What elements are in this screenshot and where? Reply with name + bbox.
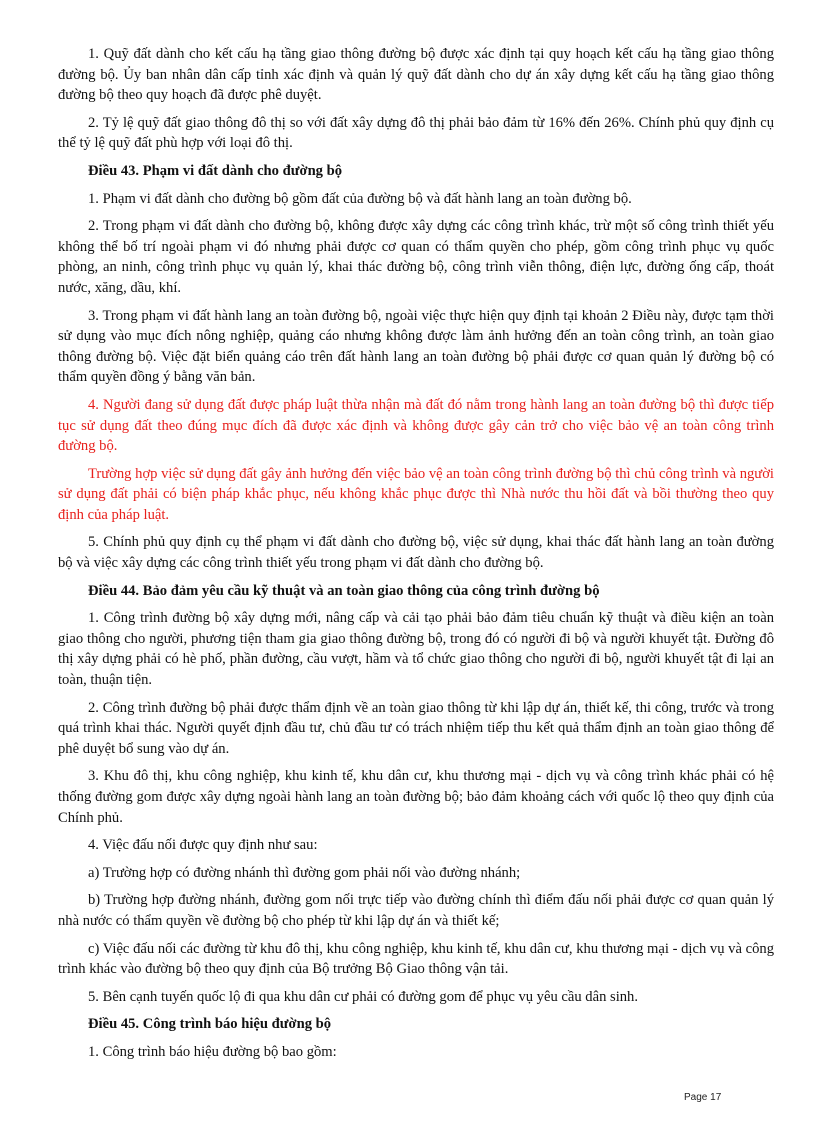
paragraph: 1. Công trình đường bộ xây dựng mới, nâng cấp và cải tạo phải bảo đảm tiêu chuẩn kỹ thuật và điều kiện an toàn giao thông cho người, phương tiện tham gia giao thông đường bộ, trong đó có người đi bộ và người khuyết tật. Đường đô thị xây dựng phải có hè phố, phần đường, cầu vượt, hầm và tổ chức giao thông cho người đi bộ, người khuyết tật đi lại an toàn, thuận tiện. [58,610,774,689]
paragraph: 1. Quỹ đất dành cho kết cấu hạ tầng giao thông đường bộ được xác định tại quy hoạch kết cấu hạ tầng giao thông đường bộ. Ủy ban nhân dân cấp tỉnh xác định và quản lý quỹ đất dành cho dự án xây dựng kết cấu hạ tầng giao thông đường bộ theo quy hoạch đã được phê duyệt. [58,46,774,104]
paragraph: c) Việc đấu nối các đường từ khu đô thị, khu công nghiệp, khu kinh tế, khu dân cư, khu thương mại - dịch vụ và công trình khác vào đường bộ theo quy định của Bộ trưởng Bộ Giao thông vận tải. [58,940,774,978]
paragraph: b) Trường hợp đường nhánh, đường gom nối trực tiếp vào đường chính thì điểm đấu nối phải được cơ quan quản lý nhà nước có thẩm quyền về đường bộ cho phép từ khi lập dự án và thiết kế; [58,892,774,929]
paragraph: 2. Trong phạm vi đất dành cho đường bộ, không được xây dựng các công trình khác, trừ một số công trình thiết yếu không thể bố trí ngoài phạm vi đó nhưng phải được cơ quan có thẩm quyền cho phép, gồm công trình phục vụ quốc phòng, an ninh, công trình phục vụ quản lý, khai thác đường bộ, công trình viễn thông, điện lực, đường ống cấp, thoát nước, xăng, dầu, khí. [58,218,774,296]
page-number: Page 17 [684,1092,722,1103]
paragraph: a) Trường hợp có đường nhánh thì đường gom phải nối vào đường nhánh; [88,864,521,881]
article-heading-43: Điều 43. Phạm vi đất dành cho đường bộ [88,162,343,179]
paragraph: 2. Tỷ lệ quỹ đất giao thông đô thị so với đất xây dựng đô thị phải bảo đảm từ 16% đến 26%. Chính phủ quy định cụ thể tỷ lệ quỹ đất phù hợp với loại đô thị. [58,114,774,152]
paragraph: 4. Việc đấu nối được quy định như sau: [88,837,318,854]
document-page [58,44,774,1070]
paragraph: 5. Chính phủ quy định cụ thể phạm vi đất dành cho đường bộ, việc sử dụng, khai thác đất hành lang an toàn đường bộ và việc xây dựng các công trình thiết yếu trong phạm vi đất dành cho đường bộ. [58,534,774,572]
paragraph: 1. Phạm vi đất dành cho đường bộ gồm đất của đường bộ và đất hành lang an toàn đường bộ. [88,190,632,207]
paragraph: 3. Khu đô thị, khu công nghiệp, khu kinh tế, khu dân cư, khu thương mại - dịch vụ và công trình khác phải có hệ thống đường gom được xây dựng ngoài hành lang an toàn đường bộ; bảo đảm khoảng cách với quốc lộ theo quy định của Chính phủ. [58,768,774,826]
article-heading-44: Điều 44. Bảo đảm yêu cầu kỹ thuật và an toàn giao thông của công trình đường bộ [88,582,600,599]
paragraph: 3. Trong phạm vi đất hành lang an toàn đường bộ, ngoài việc thực hiện quy định tại khoản 2 Điều này, được tạm thời sử dụng vào mục đích nông nghiệp, quảng cáo nhưng không được làm ảnh hưởng đến an toàn công trình, an toàn giao thông đường bộ. Việc đặt biển quảng cáo trên đất hành lang an toàn đường bộ phải được cơ quan quản lý đường bộ có thẩm quyền đồng ý bằng văn bản. [58,307,774,386]
highlighted-paragraph: 4. Người đang sử dụng đất được pháp luật thừa nhận mà đất đó nằm trong hành lang an toàn đường bộ thì được tiếp tục sử dụng đất theo đúng mục đích đã được xác định và không được gây cản trở cho việc bảo vệ an toàn công trình đường bộ. [58,396,774,455]
paragraph: 5. Bên cạnh tuyến quốc lộ đi qua khu dân cư phải có đường gom để phục vụ yêu cầu dân sinh. [88,988,639,1005]
article-heading-45: Điều 45. Công trình báo hiệu đường bộ [88,1016,332,1033]
paragraph: 2. Công trình đường bộ phải được thẩm định về an toàn giao thông từ khi lập dự án, thiết kế, thi công, trước và trong quá trình khai thác. Người quyết định đầu tư, chủ đầu tư có trách nhiệm tiếp thu kết quả thẩm định an toàn giao thông để phê duyệt bổ sung vào dự án. [58,699,774,757]
paragraph: 1. Công trình báo hiệu đường bộ bao gồm: [88,1043,337,1060]
highlighted-paragraph: Trường hợp việc sử dụng đất gây ảnh hưởng đến việc bảo vệ an toàn công trình đường bộ thì chủ công trình và người sử dụng đất phải có biện pháp khắc phục, nếu không khắc phục được thì Nhà nước thu hồi đất và bồi thường theo quy định của pháp luật. [58,465,774,523]
